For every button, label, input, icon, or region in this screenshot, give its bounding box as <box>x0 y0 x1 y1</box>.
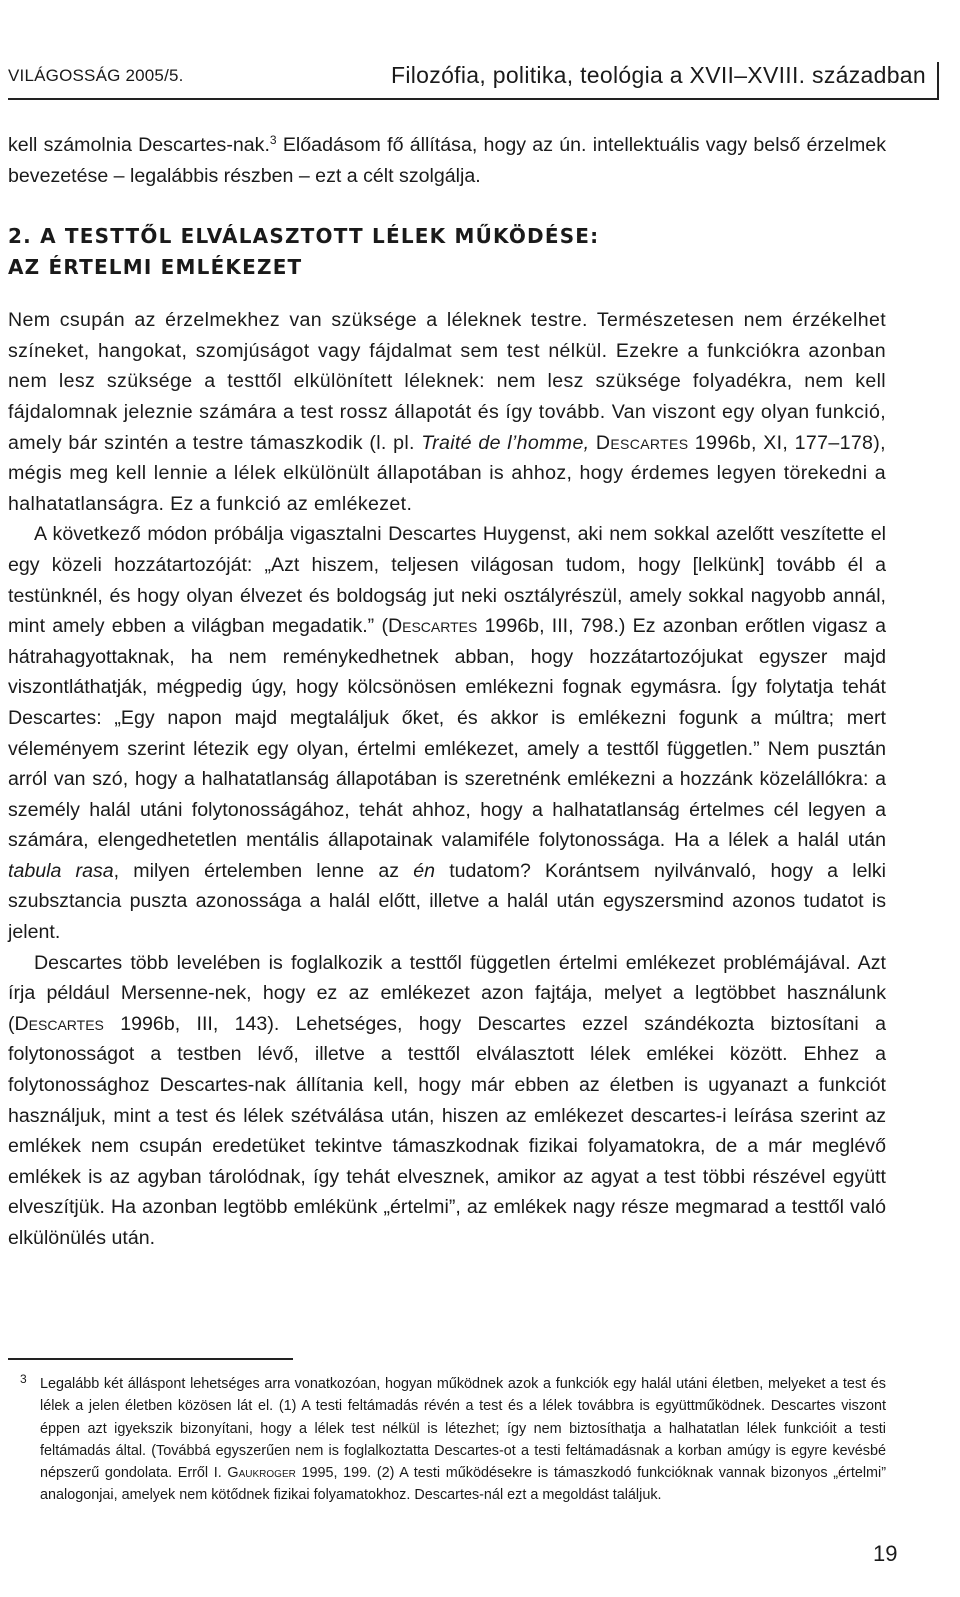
header-rule <box>8 98 939 100</box>
section-heading: 2. A TESTTŐL ELVÁLASZTOTT LÉLEK MŰKÖDÉSE: AZ ÉRTELMI EMLÉKEZET <box>8 224 600 280</box>
journal-issue: VILÁGOSSÁG 2005/5. <box>8 66 184 85</box>
cited-work: Traité de l’homme, <box>421 431 590 454</box>
header-vertical-rule <box>937 62 939 98</box>
paragraph-intro: kell számolnia Descartes-nak.$^3$ Előadásom fő állítása, hogy az ún. intellektuális vagy belső érzelmek bevezetése – legalábbis részben – ezt a célt szolgálja. <box>8 133 886 187</box>
emphasis: tabula rasa <box>8 859 114 882</box>
paragraph-1: Nem csupán az érzelmekhez van szüksége a léleknek testre. Természetesen nem érzékelhet színeket, hangokat, szomjúságot vagy fájdalmat sem test nélkül. Ezekre a funkciókra azonban nem lesz szüksége a testtől elkülönített léleknek: nem lesz szüksége folyadékra, nem kell fájdalomnak jeleznie számára a test rossz állapotát és így tovább. Van viszont egy olyan funkció, amely bár szintén a testre támaszkodik (l. pl. Traité de l’homme, Descartes 1996b, XI, 177–178), mégis meg kell lennie a lélek elkülönült állapotában is ahhoz, hogy érdemes legyen törekedni a halhatatlanságra. Ez a funkció az emlékezet. <box>8 309 886 515</box>
footnote: 3 Legalább két álláspont lehetséges arra vonatkozóan, hogyan működnek azok a funkciók egy halál utáni életben, melyeket a test és lélek a jelen életben közösen lát el. (1) A testi feltámadás révén a test és a lélek továbbra is együttműködnek. Descartes viszont éppen azt igyekszik bizonyítani, hogy a lélek test nélkül is létezhet; így nem biztosíthatja a halhatatlan lélek funkcióit a testi feltámadás által. (Továbbá egyszerűen nem is foglalkoztatta Descartes-ot a testi feltámadásnak a korban amúgy is egyre kevésbé népszerű gondolata. Erről I. Gaukroger 1995, 199. (2) A testi működésekre is támaszkodó funkcióknak vannak bizonyos „értelmi” analogonjai, amelyek nem kötődnek fizikai folyamatokhoz. Descartes-nál ezt a megoldást találjuk. <box>20 1372 886 1504</box>
paragraph-2: A következő módon próbálja vigasztalni Descartes Huygenst, aki nem sokkal azelőtt veszítette el egy közeli hozzátartozóját: „Azt hiszem, teljesen világosan tudom, hogy [lelkünk] tovább él a testünknél, és hogy olyan élvezet és boldogság jut neki osztályrészül, amely sokkal nagyobb annál, mint amely ebben a világban megadatik.” (Descartes 1996b, III, 798.) Ez azonban erőtlen vigasz a hátrahagyottaknak, ha nem reménykedhetnek abban, hogy hozzátartozójukat egyszer majd viszontláthatják, mégpedig úgy, hogy kölcsönösen emlékezni fognak egymásra. Így folytatja tehát Descartes: „Egy napon majd megtaláljuk őket, és akkor is emlékezni fogunk a múltra; mert véleményem szerint létezik egy olyan, értelmi emlékezet, amely a testtől független.” Nem pusztán arról van szó, hogy a halhatatlanság állapotában is szeretnénk emlékezni a hozzánk közelállókra: a személy halál utáni folytonosságához, tehát ahhoz, hogy a halhatatlanság értelmes cél legyen a számára, elengedhetetlen mentális állapotainak valamiféle folytonossága. Ha a lélek a halál után tabula rasa, milyen értelemben lenne az én tudatom? Korántsem nyilvánvaló, hogy a lelki szubsztancia puszta azonossága a halál előtt, illetve a halál után egyszersmind azonos tudatot is jelent. <box>8 523 886 944</box>
footnote-ref: 3 <box>269 133 277 147</box>
paragraph-3: Descartes több levelében is foglalkozik a testtől független értelmi emlékezet problémájával. Azt írja például Mersenne-nek, hogy ez az emlékezet azon fajtája, melyet a legtöbbet használunk (Descartes 1996b, III, 143). Lehetséges, hogy Descartes ezzel szándékozta biztosítani a folytonosságot a testben lévő, illetve a testtől elválasztott lélek emlékei között. Ehhez a folytonossághoz Descartes-nak állítania kell, hogy már ebben az életben is ugyanazt a funkciót használjuk, mint a test és lélek szétválása után, hiszen az emlékezet descartes-i leírása szerint az emlékek nem csupán eredetüket tekintve támaszkodnak fizikai folyamatokra, de a már meglévő emlékek is az agyban tárolódnak, így tehát elvesznek, amikor az agyat a test többi részével együtt elveszítjük. Ha azonban legtöbb emlékünk „értelmi”, az emlékek nagy része megmarad a testtől való elkülönülés után. <box>8 951 886 1249</box>
emphasis: én <box>413 859 436 882</box>
running-header <box>8 62 938 102</box>
cited-author: Gaukroger <box>227 1465 296 1482</box>
footnote-rule <box>8 1358 293 1360</box>
cited-author: Descartes <box>14 1012 104 1035</box>
page-number: 19 <box>873 1541 898 1566</box>
article-body <box>8 130 886 1254</box>
section-title-header: Filozófia, politika, teológia a XVII–XVIII. században <box>391 62 926 88</box>
cited-author: Descartes <box>589 431 689 454</box>
cited-author: Descartes <box>387 615 478 638</box>
